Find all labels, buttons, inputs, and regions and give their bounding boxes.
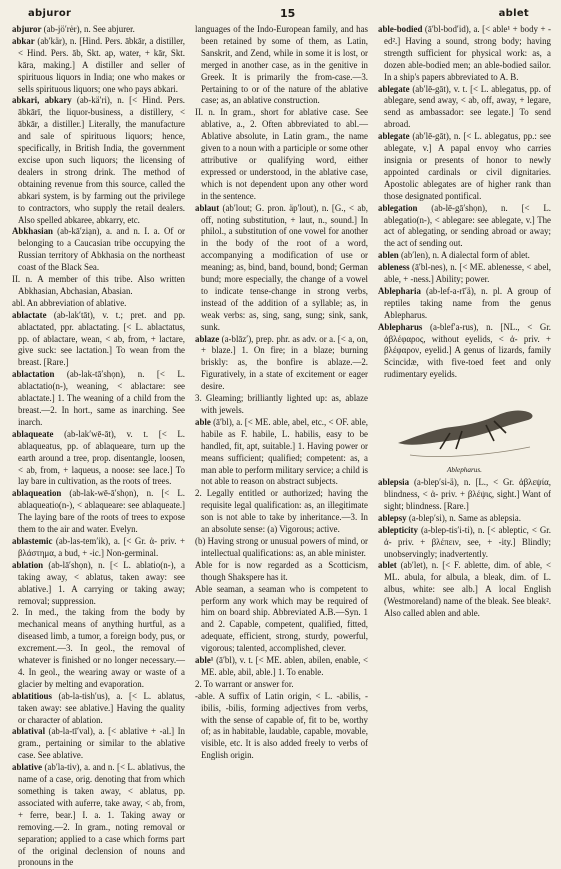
headword: abkari, abkary: [12, 95, 72, 106]
dictionary-entry: [378, 262, 551, 286]
headword: able-bodied: [378, 24, 423, 34]
dictionary-entry: [378, 322, 551, 382]
headword: ablet: [378, 560, 397, 571]
dictionary-entry: [195, 334, 368, 394]
dictionary-entry: [12, 536, 185, 560]
dictionary-entry: [378, 250, 551, 262]
dictionary-entry: [12, 24, 185, 36]
definition: (ab-kā′ziạn), a. and n. I. a. Of or belonging to a Caucasian tribe occupying the Russian territory of Abkhasia on the northeast coast of the Black Sea.: [18, 226, 185, 273]
definition: (ab-lē-gā′shọn), n. [< L. ablegatio(n-), < ablegare: see ablegate, v.] The act of ablegating, or sending abroad or away; the act of sending out.: [384, 202, 551, 249]
header-guide-word-left: abjuror: [28, 8, 72, 19]
definition: (ā′bl), a. [< ME. able, abel, etc., < OF. able, habile as F. habile, L. habilis, easy to be handled, fit, apt, suitable.] 1. Having power or means sufficient; qualified; competent: as, a man able to perform military service; a child is not able to reason on abstract subjects.: [201, 416, 368, 487]
dictionary-entry: (b) Having strong or unusual powers of mind, or intellectual qualifications: as, an able minister.: [195, 535, 368, 558]
dictionary-entry: [378, 84, 551, 132]
dictionary-entry: II. n. A member of this tribe. Also written Abkhasian, Abchasian, Abasian.: [12, 274, 185, 296]
page-number: 15: [280, 7, 296, 20]
headword: ablepticity: [378, 524, 418, 535]
definition: (ab-lak-tā′shọn), n. [< L. ablactatio(n-), weaning, < ablactare: see ablactate.] 1. The weaning of a child from the breast.—2. In hort., same as inarching. See inarch.: [18, 369, 185, 427]
dictionary-entry: Able seaman, a seaman who is competent to perform any work which may be required of him on board ship. Abbreviated A.B.—Syn. 1 and 2. Capable, competent, qualified, fitted, adequate, efficient, strong, sturdy, powerful, vigorous; talented, accomplished, clever.: [195, 583, 368, 654]
columns: [12, 24, 551, 868]
dictionary-entry: [378, 131, 551, 202]
headword: ablactate: [12, 309, 47, 320]
definition: (ab-lak′tāt), v. t.; pret. and pp. ablactated, ppr. ablactating. [< L. ablactatus, pp. of ablactare, wean, < ab, from, + lactare, give suck: see lactation.] To wean from the breast. [Rare.]: [18, 309, 185, 368]
headword: able: [195, 416, 211, 427]
definition: (a-blāz′), prep. phr. as adv. or a. [< a, on, + blaze.] 1. On fire; in a blaze; burning briskly: as, the bonfire is ablaze.—2. Figuratively, in a state of excitement or eager desire.: [201, 333, 368, 392]
dictionary-entry: [378, 560, 551, 620]
definition: (ab-la-tish′us), a. [< L. ablatus, taken away: see ablative.] Having the quality or character of ablation.: [18, 690, 185, 725]
definition: (ab-lef-a-rī′ä), n. pl. A group of reptiles taking name from the genus Ablepharus.: [384, 285, 551, 320]
headword: ablaze: [195, 333, 220, 344]
dictionary-entry: abl. An abbreviation of ablative.: [12, 297, 127, 308]
definition: (ab-kä′ri), n. [< Hind. Pers. ābkārī, the liquor-business, a distillery, < ābkār, a distiller.] Literally, the manufacture and sale of spirituous liquors; hence, specifically, in British India, the government excise upon such liquors; the licensing of dealers in strong drink. The method of obtaining revenue from this source, called the abkari system, is by farming out the privilege to contractors, who supply the retail dealers. Also spelled abkaree, abkarry, etc.: [18, 95, 185, 225]
headword: ablastemic: [12, 535, 53, 546]
definition: (ab′la-tiv), a. and n. [< L. ablativus, the name of a case, orig. denoting that from which something is taken away, < ablatus, pp. associated with auferre, take away, < ab, from, + ferre, bear.] I. a. 1. Taking away or removing.—2. In gram., noting removal or separation; applied to a case which forms part of the original declension of nouns and pronouns in the: [18, 762, 185, 868]
definition: (ab-jö′rėr), n. See abjurer.: [41, 24, 135, 34]
definition: (ā′bl-bod′id), a. [< able¹ + body + -ed².] Having a sound, strong body; having strength sufficient for physical work: as, a dozen able-bodied men; an able-bodied sailor. In a ship's papers abbreviated to A. B.: [384, 24, 551, 82]
dictionary-entry: [12, 36, 185, 96]
headword: abjuror: [12, 24, 42, 34]
dictionary-entry: languages of the Indo-European family, and has been retained by some of them, as Latin, Sanskrit, and Zend, while in some it is lost, or merged in another case, as in the genitive in Greek. It is primarily the from-case.—3. Pertaining to or of the nature of the ablative case; as, an ablative construction.: [195, 24, 368, 106]
definition: (ab-la-tī′val), a. [< ablative + -al.] In gram., pertaining or similar to the ablative case. See ablative.: [18, 726, 185, 761]
lizard-illustration: [378, 385, 551, 463]
column-middle: [195, 24, 368, 776]
definition: (ā′bl), v. t. [< ME. ablen, abilen, enable, < ME. able, abil, able.] 1. To enable.: [201, 655, 368, 677]
headword: ablaqueation: [12, 488, 62, 499]
definition: (ab′lout; G. pron. äp′lout), n. [G., < ab, off, noting substitution, + laut, n., sound.] In philol., a substitution of one vowel for another in the body of the root of a word, accompanying a modification of use or meaning; as, bind, band, bound, bond; German bund; more especially, the change of a vowel to indicate tense-change in strong verbs, instead of the addition of a syllable; as, in weak verbs: as, sing, sang, sung; sink, sank, sunk.: [201, 202, 368, 332]
dictionary-entry: [12, 488, 185, 536]
dictionary-entry: [195, 203, 368, 334]
headword: ablatival: [12, 726, 46, 737]
dictionary-entry: [12, 226, 185, 274]
headword: ablative: [12, 762, 43, 773]
dictionary-entry: [12, 726, 185, 762]
dictionary-entry: [378, 286, 551, 322]
dictionary-entry: [12, 369, 185, 429]
headword: ablaqueate: [12, 428, 54, 439]
dictionary-entry: 3. Gleaming; brilliantly lighted up: as, ablaze with jewels.: [195, 393, 368, 415]
dictionary-entry: [378, 513, 551, 525]
headword: ablepsia: [378, 477, 410, 488]
dictionary-entry: [378, 203, 551, 251]
dictionary-entry: -able. A suffix of Latin origin, < L. -abilis, -ibilis, -bilis, forming adjectives from verbs, with the sense of capable of, fit to be, worthy of; as in habitable, laudable, capable, movable, visible, etc. It is also added freely to verbs of English origin.: [195, 690, 368, 761]
definition: (ab′len), n. A dialectal form of ablet.: [398, 250, 530, 261]
dictionary-entry: [12, 691, 185, 727]
headword: ablaut: [195, 202, 220, 213]
headword: ablegate: [378, 131, 410, 142]
definition: (a-blef′a-rus), n. [NL., < Gr. ἀβλέφαρος, without eyelids, < ἀ- priv. + βλέφαρον, eyelid.] A genus of lizards, family Scincidæ, with five-toed feet and only rudimentary eyelids.: [384, 321, 551, 380]
dictionary-entry: [378, 525, 551, 561]
headword: ableness: [378, 262, 410, 273]
dictionary-entry: [12, 310, 185, 370]
definition: (ab-lak′wē-āt), v. t. [< L. ablaqueatus, pp. of ablaqueare, turn up the earth around a tree, prop. disentangle, loosen, < ab, from, + laqueus, a noose: see lace.] To lay bare in cultivation, as the roots of trees.: [18, 428, 185, 487]
dictionary-entry: [195, 417, 368, 488]
definition: (ab′lē-gāt), v. t. [< L. ablegatus, pp. of ablegare, send away, < ab, off, away, + legare, send as ambassador: see legate.] To send abroad.: [384, 83, 551, 130]
figure-caption: Ablepharus.: [447, 466, 482, 475]
dictionary-entry: [195, 655, 368, 679]
header-guide-word-right: ablet: [498, 8, 529, 19]
definition: (a-blep-tis′i-ti), n. [< ableptic, < Gr. ἀ- priv. + βλέπειν, see, + -ity.] Blindly; unobservingly; inadvertently.: [384, 524, 551, 559]
headword: abkar: [12, 35, 35, 46]
definition: (ab-las-tem′ik), a. [< Gr. ἀ- priv. + βλάστημα, a bud, + -ic.] Non-germinal.: [18, 535, 185, 558]
dictionary-entry: 2. In med., the taking from the body by mechanical means of anything hurtful, as a diseased limb, a tumor, a foreign body, pus, or excrement.—3. In geol., the removal of whatever is finished or no longer necessary.—4. In geol., the wearing away or waste of a glacier by melting and evaporation.: [12, 607, 185, 689]
dictionary-entry: 2. Legally entitled or authorized; having the requisite legal qualification: as, an illegitimate son is not able to take by inheritance.—3. In an absolute sense: (a) Vigorous; active.: [195, 488, 368, 535]
headword: ablation: [12, 559, 44, 570]
definition: (a-blep′si), n. Same as ablepsia.: [406, 512, 521, 523]
definition: (a-blep′si-ä), n. [L., < Gr. ἀβλεψία, blindness, < ἀ- priv. + βλέψις, sight.] Want of sight; blindness. [Rare.]: [384, 477, 551, 511]
definition: (ab′let), n. [< F. ablette, dim. of able, < ML. abula, for albula, a bleak, dim. of L. albus, white: see alb.] A local English (Westmoreland) name of the bleak. See bleak². Also called ablen and able.: [384, 560, 551, 619]
column-left: [12, 24, 185, 868]
dictionary-entry: Able for is now regarded as a Scotticism, though Shakspere has it.: [195, 559, 368, 582]
headword: Ablepharia: [378, 285, 421, 296]
headword: ablegation: [378, 202, 418, 213]
headword: ablen: [378, 250, 399, 261]
dictionary-entry: [12, 429, 185, 489]
running-header: [12, 6, 551, 22]
definition: (ab′kär), n. [Hind. Pers. ābkār, a distiller, < Hind. Pers. āb, Skt. ap, water, + kār, Skt. kāra, making.] A distiller and seller of spirituous liquors in India; one who makes or sells spirituous liquors; one who pays abkari.: [18, 35, 185, 94]
dictionary-entry: [12, 95, 185, 226]
headword: ablegate: [378, 83, 410, 94]
dictionary-entry: [12, 560, 185, 608]
headword: ablatitious: [12, 690, 52, 701]
definition: (ab′lē-gāt), n. [< L. ablegatus, pp.: see ablegate, v.] A papal envoy who carries insignia or presents of honor to newly appointed cardinals or civil dignitaries. Apostolic ablegates are of higher rank than those designated pontifical.: [384, 131, 551, 201]
headword: ablactation: [12, 369, 55, 380]
definition: (ā′bl-nes), n. [< ME. ablenesse, < abel, able, + -ness.] Ability; power.: [384, 262, 551, 285]
definition: (ab-lak-wē-ā′shọn), n. [< L. ablaqueatio(n-), < ablaqueare: see ablaqueate.] The laying bare of the roots of trees to expose them to the air and water. Evelyn.: [18, 488, 185, 535]
headword: ablepsy: [378, 512, 407, 523]
dictionary-entry: [378, 24, 551, 84]
dictionary-entry: [12, 762, 185, 869]
column-right: [378, 24, 551, 776]
dictionary-entry: 2. To warrant or answer for.: [195, 678, 294, 689]
definition: (ab-lā′shọn), n. [< L. ablatio(n-), a taking away, < ablatus, taken away: see ablative.] 1. A carrying or taking away; removal; suppression.: [18, 559, 185, 606]
headword: Abkhasian: [12, 226, 53, 237]
headword: Ablepharus: [378, 321, 423, 332]
dictionary-entry: [378, 477, 551, 513]
headword: able¹: [195, 655, 214, 666]
dictionary-entry: II. n. In gram., short for ablative case. See ablative, a., 2. Often abbreviated to abl.—Ablative absolute, in Latin gram., the name given to a noun with a participle or some other attributive or qualifying word, either expressed or understood, in the ablative case, which is not dependent upon any other word in the sentence.: [195, 107, 368, 201]
